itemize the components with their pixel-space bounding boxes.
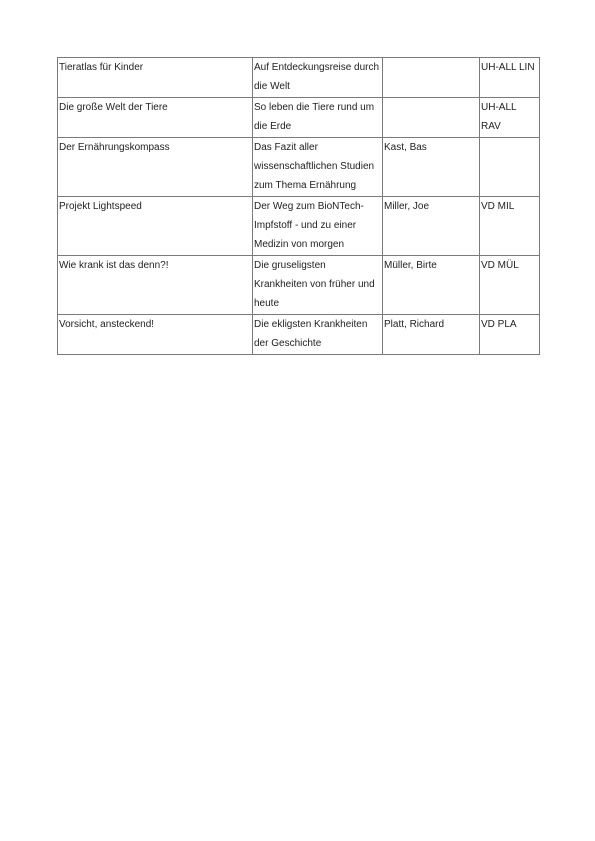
table-row [58,138,540,197]
book-subtitle-cell: So leben die Tiere rund um die Erde [253,98,383,138]
book-signature-cell: UH-ALL RAV [480,98,540,138]
book-title-cell: Tieratlas für Kinder [58,58,253,98]
book-title-cell: Projekt Lightspeed [58,197,253,256]
book-author-cell [383,98,480,138]
book-signature-cell: VD MIL [480,197,540,256]
table-row [58,197,540,256]
book-signature-cell [480,138,540,197]
table-row [58,58,540,98]
book-subtitle-cell: Die ekligsten Krankheiten der Geschichte [253,315,383,355]
book-subtitle-cell: Der Weg zum BioNTech-Impfstoff - und zu einer Medizin von morgen [253,197,383,256]
book-signature-cell: UH-ALL LIN [480,58,540,98]
book-title-cell: Der Ernährungskompass [58,138,253,197]
table-row [58,98,540,138]
book-signature-cell: VD PLA [480,315,540,355]
book-author-cell: Platt, Richard [383,315,480,355]
book-author-cell [383,58,480,98]
book-subtitle-cell: Auf Entdeckungsreise durch die Welt [253,58,383,98]
book-author-cell: Müller, Birte [383,256,480,315]
table-row [58,315,540,355]
book-signature-cell: VD MÜL [480,256,540,315]
book-author-cell: Miller, Joe [383,197,480,256]
book-author-cell: Kast, Bas [383,138,480,197]
book-title-cell: Wie krank ist das denn?! [58,256,253,315]
book-subtitle-cell: Das Fazit aller wissenschaftlichen Studien zum Thema Ernährung [253,138,383,197]
book-table [57,57,540,355]
book-title-cell: Die große Welt der Tiere [58,98,253,138]
book-title-cell: Vorsicht, ansteckend! [58,315,253,355]
book-subtitle-cell: Die gruseligsten Krankheiten von früher und heute [253,256,383,315]
table-row [58,256,540,315]
